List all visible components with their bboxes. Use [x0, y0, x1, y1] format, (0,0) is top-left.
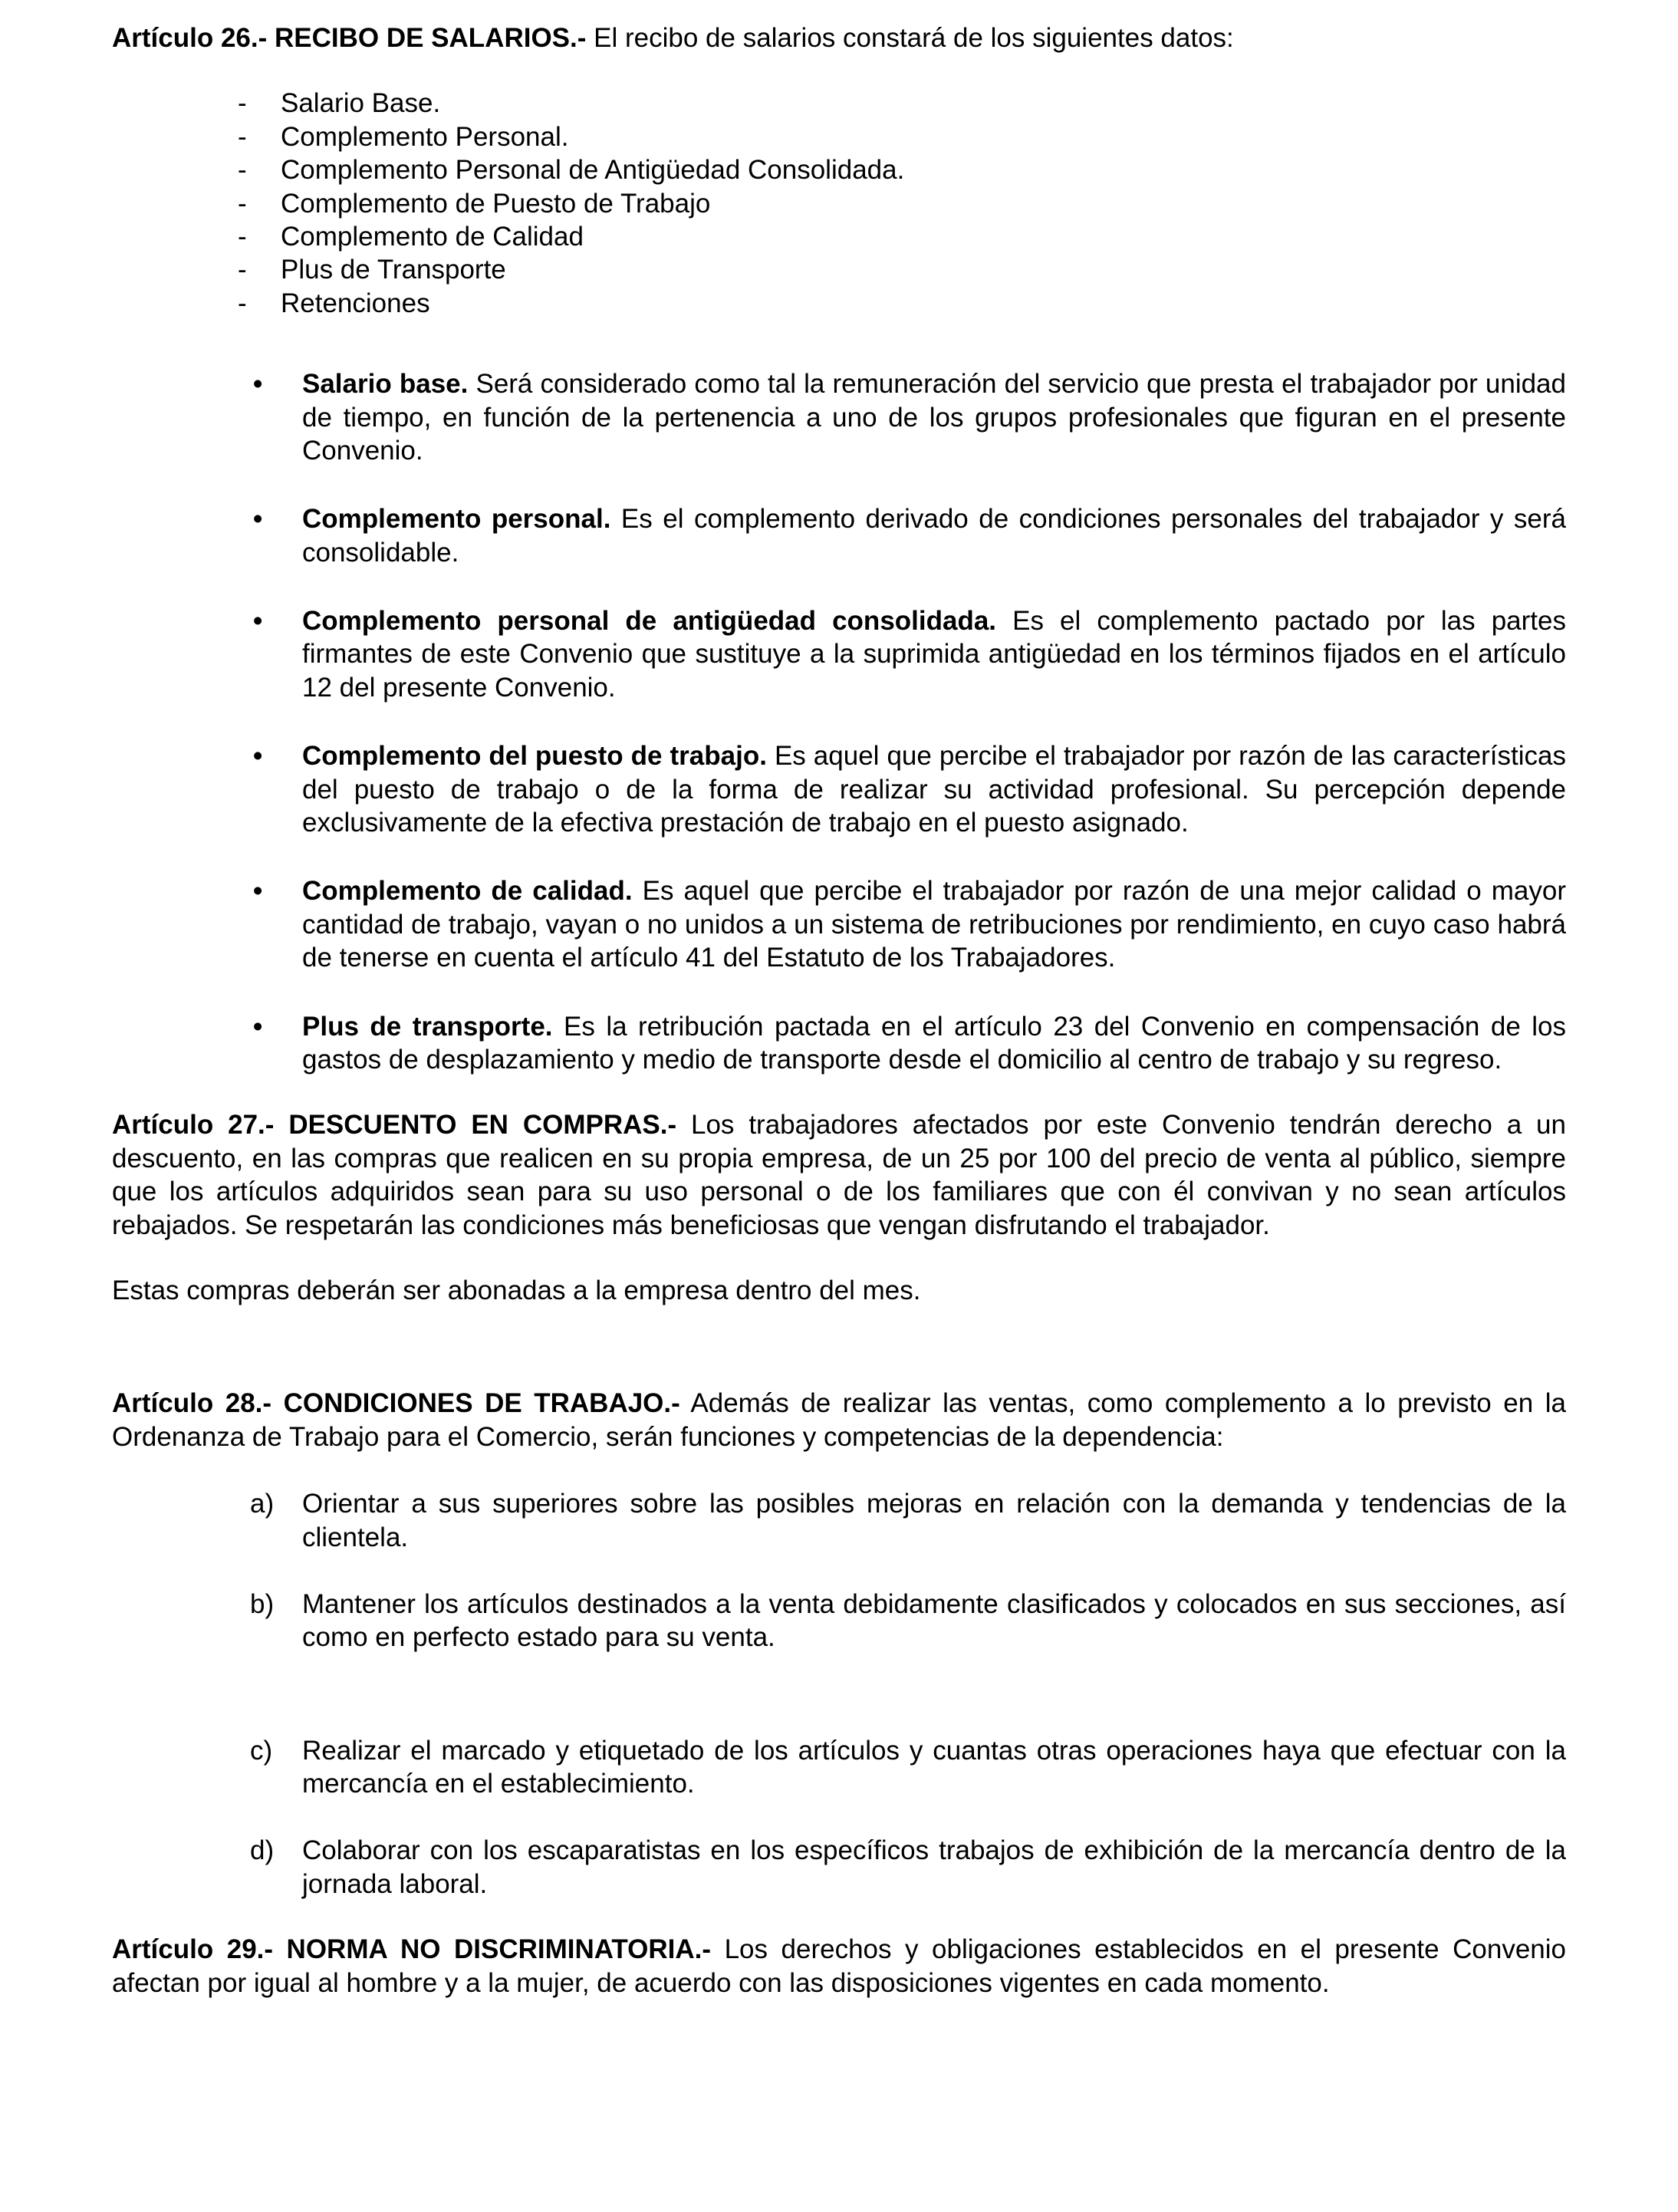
bullet-item	[112, 502, 1566, 569]
bullet-marker: •	[253, 369, 263, 400]
article-28-title: Artículo 28.- CONDICIONES DE TRABAJO.-	[112, 1388, 680, 1419]
list-item	[112, 187, 1566, 220]
list-item-text: Complemento de Puesto de Trabajo	[281, 188, 711, 219]
bullet-text	[302, 874, 1566, 974]
dash-marker: -	[238, 188, 247, 219]
article-26-title: Artículo 26.- RECIBO DE SALARIOS.-	[112, 23, 587, 53]
lettered-item	[112, 1487, 1566, 1554]
bullet-body-text: Es la retribución pactada en el artículo 23 del Convenio en compensación de los gastos de desplazamiento y medio de transporte desde el domicilio al centro de trabajo y su regreso.	[302, 1011, 1566, 1075]
bullet-body-text: Es aquel que percibe el trabajador por razón de una mejor calidad o mayor cantidad de trabajo, vayan o no unidos a un sistema de retribuciones por rendimiento, en cuyo caso habrá de tenerse en cuenta el artículo 41 del Estatuto de los Trabajadores.	[302, 876, 1566, 973]
bullet-marker: •	[253, 1011, 263, 1042]
bullet-marker: •	[253, 741, 263, 772]
article-27-title: Artículo 27.- DESCUENTO EN COMPRAS.-	[112, 1110, 677, 1141]
bullet-text	[302, 1010, 1566, 1077]
lettered-item	[112, 1834, 1566, 1901]
lettered-item-text: Realizar el marcado y etiquetado de los artículos y cuantas otras operaciones haya que efectuar con la mercancía en el establecimiento.	[302, 1735, 1566, 1799]
bullet-body-text: Es el complemento derivado de condiciones personales del trabajador y será consolidable.	[302, 504, 1566, 568]
bullet-item	[112, 1010, 1566, 1077]
article-28-text: Además de realizar las ventas, como complemento a lo previsto en la Ordenanza de Trabajo para el Comercio, serán funciones y competencias de la dependencia:	[112, 1388, 1567, 1452]
lettered-item	[112, 1588, 1566, 1654]
list-item	[112, 120, 1566, 153]
bullet-text	[302, 604, 1566, 704]
dash-marker: -	[238, 288, 247, 318]
article-27-note: Estas compras deberán ser abonadas a la empresa dentro del mes.	[112, 1275, 921, 1305]
bullet-text	[302, 502, 1566, 569]
dash-marker: -	[238, 221, 247, 252]
list-item	[112, 220, 1566, 253]
bullet-term: Salario base.	[302, 369, 469, 400]
bullet-item	[112, 367, 1566, 467]
article-26-intro: El recibo de salarios constará de los siguientes datos:	[594, 23, 1234, 53]
lettered-item-text: Mantener los artículos destinados a la venta debidamente clasificados y colocados en sus secciones, así como en perfecto estado para su venta.	[302, 1588, 1566, 1653]
bullet-term: Complemento de calidad.	[302, 876, 633, 907]
list-item-text: Retenciones	[281, 288, 430, 318]
lettered-item-text: Orientar a sus superiores sobre las posibles mejoras en relación con la demanda y tendencias de la clientela.	[302, 1489, 1566, 1552]
dash-marker: -	[238, 88, 247, 119]
letter-marker: c)	[250, 1735, 273, 1766]
list-item-text: Complemento de Calidad	[281, 221, 584, 252]
article-26-heading	[112, 21, 1566, 54]
letter-marker: a)	[250, 1489, 275, 1519]
bullet-marker: •	[253, 876, 263, 907]
bullet-term: Plus de transporte.	[302, 1011, 553, 1042]
dash-marker: -	[238, 121, 247, 152]
bullet-marker: •	[253, 504, 263, 535]
article-28-paragraph	[112, 1387, 1566, 1453]
article-29-title: Artículo 29.- NORMA NO DISCRIMINATORIA.-	[112, 1934, 712, 1965]
bullet-body-text: Será considerado como tal la remuneración del servicio que presta el trabajador por unidad de tiempo, en función de la pertenencia a uno de los grupos profesionales que figuran en el presente Convenio.	[302, 369, 1566, 466]
article-27-text: Los trabajadores afectados por este Convenio tendrán derecho a un descuento, en las compras que realicen en su propia empresa, de un 25 por 100 del precio de venta al público, siempre que los artículos adquiridos sean para su uso personal o de los familiares que con él convivan y no sean artículos rebajados. Se respetarán las condiciones más beneficiosas que vengan disfrutando el trabajador.	[112, 1110, 1566, 1240]
document-page	[112, 21, 1566, 2000]
lettered-item-text: Colaborar con los escaparatistas en los específicos trabajos de exhibición de la mercancía dentro de la jornada laboral.	[302, 1835, 1566, 1899]
dash-marker: -	[238, 255, 247, 285]
bullet-item	[112, 604, 1566, 704]
list-item-text: Plus de Transporte	[281, 255, 506, 285]
letter-marker: b)	[250, 1588, 275, 1619]
dash-marker: -	[238, 155, 247, 186]
bullet-marker: •	[253, 606, 263, 637]
bullet-term: Complemento del puesto de trabajo.	[302, 741, 767, 772]
bullet-text	[302, 367, 1566, 467]
list-item	[112, 253, 1566, 286]
lettered-item	[112, 1734, 1566, 1801]
list-item	[112, 153, 1566, 186]
salary-receipt-dash-list	[112, 87, 1566, 320]
bullet-item	[112, 874, 1566, 974]
article-29-paragraph	[112, 1933, 1566, 2000]
bullet-body-text: Es el complemento pactado por las partes firmantes de este Convenio que sustituye a la suprimida antigüedad en los términos fijados en el artículo 12 del presente Convenio.	[302, 606, 1566, 703]
list-item	[112, 287, 1566, 320]
bullet-term: Complemento personal de antigüedad consolidada.	[302, 606, 997, 637]
bullet-item	[112, 739, 1566, 839]
bullet-term: Complemento personal.	[302, 504, 611, 535]
bullet-body-text: Es aquel que percibe el trabajador por razón de las características del puesto de trabajo o de la forma de realizar su actividad profesional. Su percepción depende exclusivamente de la efectiva prestación de trabajo en el puesto asignado.	[302, 741, 1566, 838]
list-item	[112, 87, 1566, 120]
list-item-text: Complemento Personal de Antigüedad Consolidada.	[281, 155, 905, 186]
bullet-text	[302, 739, 1566, 839]
article-29-text: Los derechos y obligaciones establecidos en el presente Convenio afectan por igual al hombre y a la mujer, de acuerdo con las disposiciones vigentes en cada momento.	[112, 1934, 1566, 1998]
list-item-text: Complemento Personal.	[281, 121, 569, 152]
article-27-paragraph	[112, 1108, 1566, 1242]
list-item-text: Salario Base.	[281, 88, 441, 119]
letter-marker: d)	[250, 1835, 275, 1866]
